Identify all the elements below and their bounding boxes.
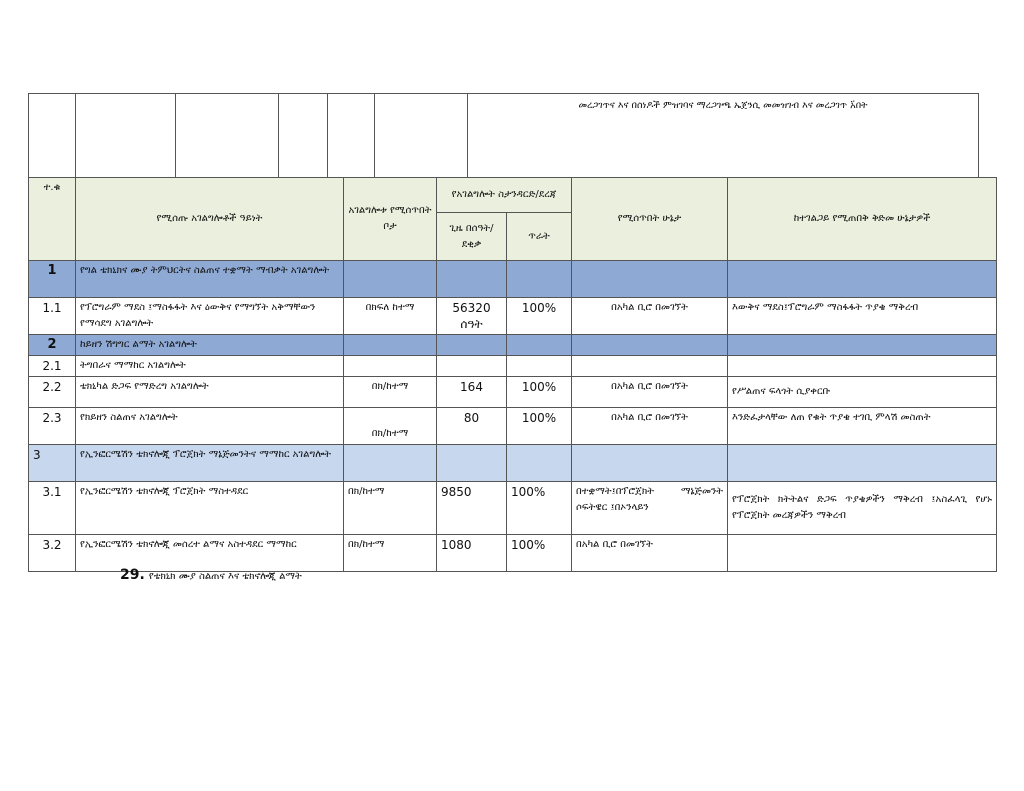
top-cell-4 xyxy=(279,94,328,181)
table-row: 3.2 የኢንፎርሜሽን ቴክኖሎጂ መሰረተ ልማና አስተዳደር ማማከር በክ/ከተማ 1080 100% በአካል ቢሮ በመገኘት xyxy=(29,535,997,572)
header-time: ጊዜ በሰዓት/ደቂቃ xyxy=(437,213,507,261)
header-quality: ጥራት xyxy=(507,213,572,261)
top-cell-2 xyxy=(76,94,176,181)
footer-text: የቴክኒክ ሙያ ስልጠና እና ቴክኖሎጂ ልማት xyxy=(148,571,302,582)
header-prerequisites: ከተገልጋይ የሚጠበቅ ቅድመ ሁኔታዎች xyxy=(728,178,997,261)
top-cell-1 xyxy=(29,94,76,181)
table-row: 1.1 የፕሮግራም ማደስ ፤ማስፋፋት እና ዕውቅና የማግኘት አቅማቸውን የማሳደግ አገልግሎት በክፍለ ከተማ 56320 ሰዓት 100% በአካል ቢሮ በመገኘት እውቅና ማደስ፤ፕሮግራም ማስፋፋት ጥያቄ ማቅረብ xyxy=(29,298,997,335)
top-cell-6 xyxy=(375,94,468,181)
services-table xyxy=(28,177,997,572)
header-location: አገልግሎቱ የሚሰጥበት ቦታ xyxy=(344,178,437,261)
header-mode: የሚሰጥበት ሁኔታ xyxy=(572,178,728,261)
top-title: መረጋገጥና እና በሰነዶች ምዝገባና ማረጋገጫ ኤጀንሲ መመዝገብ እና መረጋገጥ አ፟በት xyxy=(468,94,979,181)
table-row: 2.1 ትግበራና ማማከር አገልግሎት xyxy=(29,356,997,377)
table-row: 3 የኢንፎርሜሽን ቴክኖሎጂ ፕሮጀክት ማኔጅመንትና ማማከር አገልግሎት xyxy=(29,445,997,482)
footer-caption xyxy=(120,567,302,583)
table-row: 2.3 የክይዘን ስልጠና አገልግሎት በክ/ከተማ 80 100% በአካል ቢሮ በመገኘት እንድፈታላቸው ለጠ የቁት ጥያቄ ተገቢ ምላሽ መስጠት xyxy=(29,408,997,445)
table-row: 2.2 ቴክኒካል ድጋፍ የማድረግ አገልግሎት በክ/ከተማ 164 100% በአካል ቢሮ በመገኘት የሥልጠና ፍላጎት ሲያቀርቡ xyxy=(29,377,997,408)
top-header-table xyxy=(28,93,979,181)
header-service-type: የሚሰጡ አገልግሎቶች ዓይነት xyxy=(76,178,344,261)
header-standard: የአገልግሎት ስታንዳርድ/ደረጃ xyxy=(437,178,572,213)
table-row: 3.1 የኢንፎርሜሽን ቴክኖሎጂ ፕሮጀክት ማስተዳደር በክ/ከተማ 9850 100% በተቋማት፤በፕሮጀክት ማኔጅመንት ሶፍትዌር ፤በኦንላይን የፕሮጀክት ክትትልና ድጋፍ ጥያቄዎችን ማቅረብ ፤አስፈላጊ የሆኑ የፕሮጀክት መረጃዎችን ማቅረብ xyxy=(29,482,997,535)
table-row: 2 ከይዘን ሽግግር ልማት አገልግሎት xyxy=(29,335,997,356)
header-row xyxy=(29,178,997,213)
table-row: 1 የግል ቴክኒክና ሙያ ትምህርትና ስልጠና ተቋማት ማብቃት አገልግሎት xyxy=(29,261,997,298)
top-cell-5 xyxy=(328,94,375,181)
header-no: ተ.ቁ xyxy=(29,178,76,261)
top-cell-3 xyxy=(176,94,279,181)
footer-number: 29. xyxy=(120,567,145,583)
